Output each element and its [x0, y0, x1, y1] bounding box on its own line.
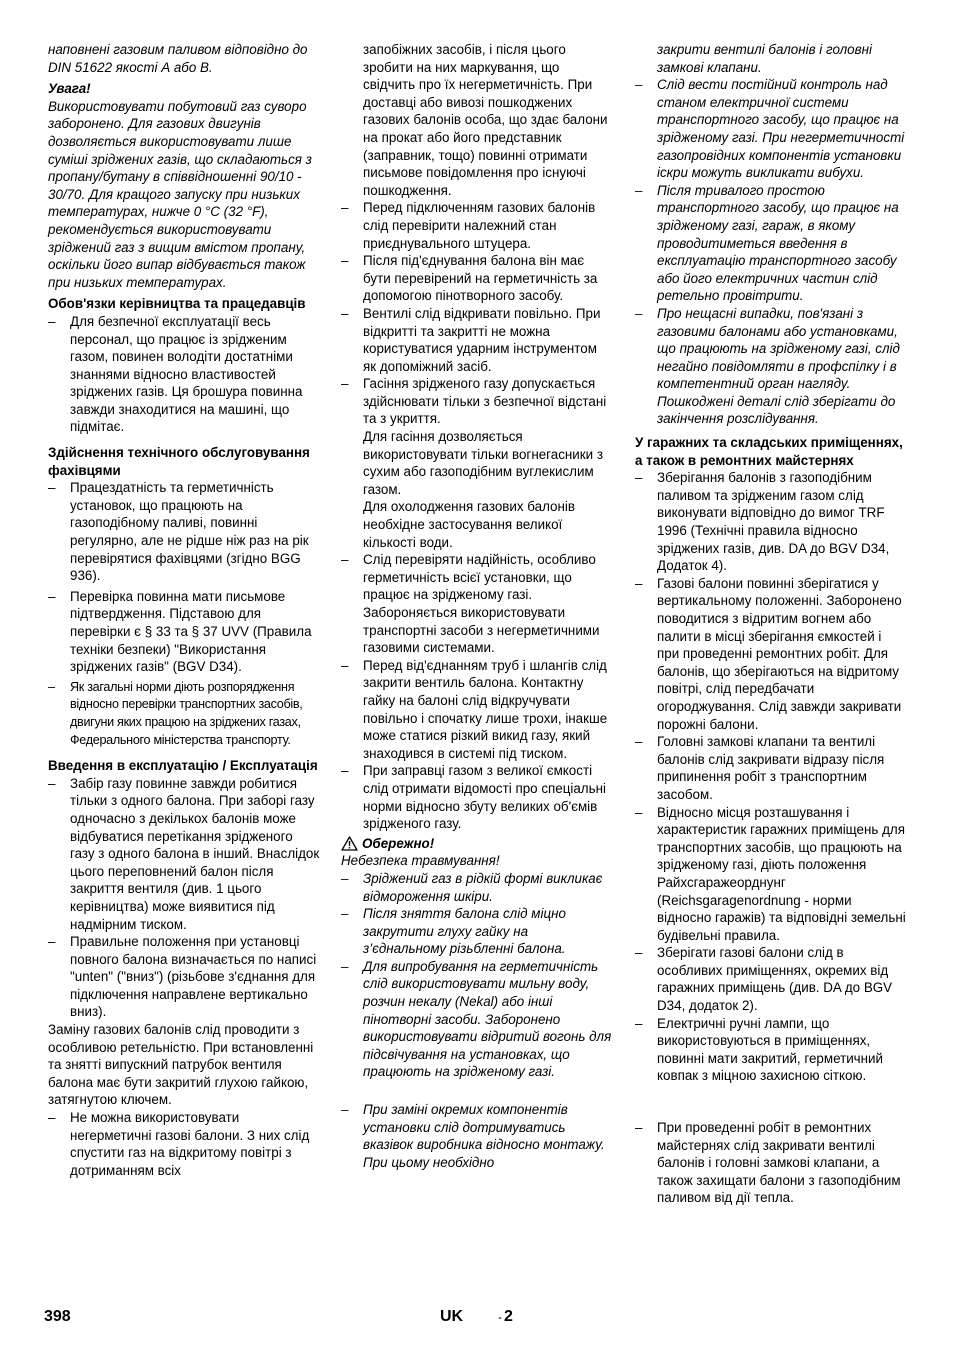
page-number: 398 [44, 1308, 71, 1325]
list-dash: – [341, 958, 349, 974]
list-item: – Вентилі слід відкривати повільно. При відкритті та закритті не можна користуватися ударним інструментом як допоміжний засіб. [341, 305, 601, 374]
caution-heading [341, 835, 613, 853]
list-item: – Після зняття балона слід міцно закрутити глуху гайку на з’єднальному різьбленні балона. [341, 906, 566, 957]
heading-garages: У гаражних та складських приміщеннях, а також в ремонтних майстернях [635, 435, 903, 468]
section-value: 2 [504, 1308, 513, 1325]
column-left [48, 41, 320, 1179]
list-dash: – [341, 906, 349, 922]
list-dash: – [48, 775, 56, 791]
list-dash: – [48, 480, 56, 496]
list-item: – Перед від'єднанням труб і шлангів слід закрити вентиль балона. Контактну гайку на балоні слід відкручувати повільно і спочатку лише трохи, інакше може статися різкий викид газу, який знаходився в системі під тиском. [341, 657, 608, 761]
warning-triangle-icon [341, 836, 358, 851]
list-item: – Як загальні норми діють розпорядження відносно перевірки транспортних засобів, двигуни яких працюю на зріджених газах, Федерального міністерства транспорту. [48, 679, 303, 747]
list-dash: – [635, 575, 643, 591]
list-item: – Газові балони повинні зберігатися у вертикальному положенні. Заборонено поводитися з відритим вогнем або палити в місці зберігання ємкостей і при проведенні ремонтних робіт. Для балонів, що зберігаються на відритому повітрі, слід передбачати огороджування. Слід завжди закривати порожні балони. [635, 575, 902, 732]
list-dash: – [341, 376, 349, 392]
list-item: – Для безпечної експлуатації весь персонал, що працює із зрідженим газом, повинен володіти достатніми знаннями відносно властивостей зріджених газів. Ця брошура повинна завжди знаходитися на машині, що підмітає. [48, 313, 303, 435]
list-dash: – [635, 470, 643, 486]
list-item: – Працездатність та герметичність установок, що працюють на газоподібному паливі, повинні регулярно, але не рідше ніж раз на рік перевірятися фахівцями (згідно BGG 936). [48, 480, 309, 584]
list-item: – Для випробування на герметичність слід використовувати мильну воду, розчин некалу (Nekal) або інші пінотворні засоби. Заборонено використовувати відритий вогонь для підсвічування на установках, що працюють на зрідженому газі. [341, 958, 612, 1080]
list-dash: – [635, 305, 643, 321]
list-item: – Гасіння зрідженого газу допускається здійснювати тільки з безпечної відстані та з укриття. [341, 376, 607, 427]
language-code: UK [440, 1308, 464, 1325]
list-dash: – [48, 934, 56, 950]
heading-duties: Обов'язки керівництва та працедавців [48, 296, 306, 312]
list-item: – Забір газу повинне завжди робитися тільки з одного балона. При заборі газу одночасно з декількох балонів може відбуватися перетікання зрідженого газу з одного балона в інший. Внаслідок цього переповнений балон після закриття вентиля (див. 1 цього керівництва) може виявитися під надмірним тиском. [48, 775, 320, 932]
list-item: – Після тривалого простою транспортного засобу, що працює на зрідженому газі, гараж, в якому проводитиметься введення в експлуатацію транспортного засобу або його електричних частин слід ретельно провітрити. [635, 182, 899, 304]
list-dash: – [341, 200, 349, 216]
list-dash: – [635, 182, 643, 198]
list-item: – Не можна використовувати негерметичні газові балони. З них слід спустити газ на відкритому повітрі з дотриманням всіх [48, 1110, 310, 1178]
caution-subtitle: Небезпека травмування! [341, 853, 500, 869]
list-item: – Зберігання балонів з газоподібним паливом та зрідженим газом слід виконувати відповідно до вимог TRF 1996 (Технічні правила відносно зріджених газів, див. DA до BGV D34, Додаток 4). [635, 470, 890, 574]
list-dash: – [635, 945, 643, 961]
list-dash: – [341, 305, 349, 321]
list-item: – Зберігати газові балони слід в особливих приміщеннях, окремих від гаражних приміщень (див. DA до BGV D34, додаток 2). [635, 945, 893, 1014]
list-dash: – [635, 734, 643, 750]
column-middle [341, 41, 613, 1171]
list-item: – Слід перевіряти надійність, особливо герметичність всієї установки, що працює на зрідженому газі. Забороняється використовувати транспортні засоби з негерметичними газовими системами. [341, 552, 600, 656]
list-dash: – [635, 1120, 643, 1136]
section-dash: - [498, 1310, 502, 1324]
list-dash: – [48, 1110, 56, 1126]
caution-title: Обережно! [362, 835, 435, 851]
list-item: – При заміні окремих компонентів установки слід дотримуватись вказівок виробника відносно монтажу. При цьому необхідно [341, 1102, 605, 1170]
attention-title: Увага! [48, 81, 91, 97]
list-dash: – [341, 253, 349, 269]
section-number [498, 1308, 513, 1327]
list-item: – Після під'єднування балона він має бути перевірений на герметичність за допомогою пінотворного засобу. [341, 253, 598, 304]
list-dash: – [48, 588, 56, 604]
list-dash: – [341, 870, 349, 886]
intro-text: наповнені газовим паливом відповідно до DIN 51622 якості А або В. [48, 42, 308, 75]
continued-text: запобіжних засобів, і після цього зробити на них маркування, що свідчить про їх негерметичність. При доставці або вивозі пошкоджених газових балонів особа, що здає балони на прокат або його представник (заправник, тощо) повинні отримати письмове повідомлення про існуючі пошкодження. [363, 42, 608, 198]
list-item: – Зріджений газ в рідкій формі викликає відмороження шкіри. [341, 870, 603, 904]
list-item: – При заправці газом з великої ємкості слід отримати відомості про спеціальні норми відносно збуту великих об'ємів зрідженого газу. [341, 763, 606, 832]
extinguish-text-2: Для охолодження газових балонів необхідне застосування великої кількості води. [363, 499, 575, 550]
column-right [635, 41, 907, 1207]
list-dash: – [635, 77, 643, 93]
list-item: – Правильне положення при установці повного балона визначається по написі "unten" ("вниз") (різьбове з'єднання для підключення направлене вертикально вниз). [48, 934, 317, 1020]
list-dash: – [48, 679, 55, 694]
list-dash: – [341, 763, 349, 779]
list-dash: – [341, 1102, 349, 1118]
heading-operation: Введення в експлуатацію / Експлуатація [48, 758, 318, 774]
list-item: – Перед підключенням газових балонів слід перевірити належний стан приєднувального штуцера. [341, 200, 596, 251]
attention-text: Використовувати побутовий газ суворо заборонено. Для газових двигунів дозволяється використовувати лише суміші зріджених газів, що складаються з пропану/бутану в співвідношенні 90/10 - 30/70. Для кращого запуску при низьких температурах, нижче 0 °C (32 °F), рекомендується використовувати зріджений газ з вищим вмістом пропану, оскільки його випар відбувається також при низьких температурах. [48, 98, 312, 290]
list-dash: – [341, 552, 349, 568]
list-item: – Відносно місця розташування і характеристик гаражних приміщень для транспортних засобів, що працюють на зрідженому газі, діють положення Райхсгаражеорднунг (Reichsgaragenordnung - норми відносно гаражів) та відповідні земельні будівельні правила. [635, 804, 906, 943]
list-item: – Слід вести постійний контроль над станом електричної системи транспортного засобу, що працює на зрідженому газі. При негерметичності газопровідних компонентів установки іскри можуть викликати вибухи. [635, 77, 905, 181]
list-item: – Головні замкові клапани та вентилі балонів слід закривати відразу після припинення робіт з транспортним засобом. [635, 734, 885, 802]
heading-service: Здійснення технічного обслуговування фахівцями [48, 445, 310, 478]
continued-text: закрити вентилі балонів і головні замкові клапани. [657, 42, 872, 75]
list-item: – При проведенні робіт в ремонтних майстернях слід закривати вентилі балонів і головні замкові клапани, а також захищати балони з газоподібним паливом від дії тепла. [635, 1120, 901, 1206]
list-item: – Про нещасні випадки, пов'язані з газовими балонами або установками, що працюють на зрідженому газі, слід негайно повідомляти в профспілку і в компетентний орган нагляду. Пошкоджені деталі слід зберігати до закінчення розслідування. [635, 305, 900, 427]
list-item: – Електричні ручні лампи, що використовуються в приміщеннях, повинні мати закритий, герметичний ковпак з міцною захисною сіткою. [635, 1015, 884, 1084]
list-dash: – [635, 804, 643, 820]
extinguish-text-1: Для гасіння дозволяється використовувати тільки вогнегасники з сухим або газоподібним вуглекислим газом. [363, 429, 603, 497]
list-item: – Перевірка повинна мати письмове підтвердження. Підставою для перевірки є § 33 та § 37 UVV (Правила техніки безпеки) "Використання зріджених газів" (BGV D34). [48, 588, 312, 675]
list-dash: – [341, 657, 349, 673]
list-dash: – [635, 1015, 643, 1031]
replace-text: Заміну газових балонів слід проводити з особливою ретельністю. При встановленні та знятті випускний патрубок вентиля балона має бути закритий глухою гайкою, затягнутою ключем. [48, 1022, 314, 1108]
list-dash: – [48, 313, 56, 329]
